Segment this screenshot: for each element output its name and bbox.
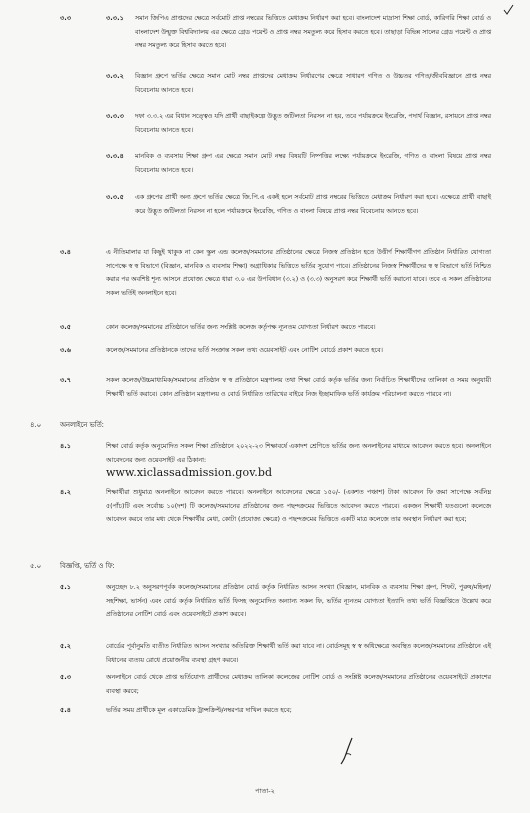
section-num: ৩.৪ [60, 248, 72, 256]
section-heading: বিজ্ঞপ্তি, ভর্তি ও ফি: [60, 562, 115, 570]
item-text: দফা ৩.৩.২ এর বিধান সত্ত্বেও যদি প্রার্থী বাছাইকল্পে উদ্ভূত জটিলতা নিরসন না হয়, তবে পর্যায়ক্রমে ইংরেজি, পদার্থ বিজ্ঞান, রসায়নে প্রাপ্ত নম্বর বিবেচনায় আনতে হবে। [135, 113, 491, 134]
section-num: ৩.৭ [60, 376, 72, 384]
section-num: ৫.০ [30, 562, 41, 570]
item-num: ৩.৩.৪ [106, 152, 124, 160]
section-text: বোর্ডের পূর্বানুমতি ব্যতীত নির্ধারিত আসন সংখ্যার অতিরিক্ত শিক্ষার্থী ভর্তি করা যাবে না। বোর্ডসমূহ স্ব স্ব অধিক্ষেত্রে অবস্থিত কলেজ/সমমানের প্রতিষ্ঠানে এই বিধানের ব্যত্যয় রোধে প্রয়োজনীয় ব্যবস্থা গ্রহণ করবে। [106, 643, 491, 664]
item-num: ৩.৩.৩ [106, 112, 124, 120]
section-num: ৫.৪ [60, 706, 72, 714]
page-number: পাতা-২ [255, 787, 275, 795]
section-text: অনলাইনে বোর্ড থেকে প্রাপ্ত ভর্তিযোগ্য প্রার্থীদের মেধাক্রম তালিকা কলেজের নোটিশ বোর্ড ও সংশ্লিষ্ট কলেজ/সমমানের প্রতিষ্ঠানের ওয়েবসাইটে প্রকাশের ব্যবস্থা করবে; [106, 674, 491, 695]
section-num: ৪.২ [60, 488, 72, 496]
item-num: ৩.৩.১ [106, 14, 124, 22]
section-text: এ নীতিমালার যা কিছুই থাকুক না কেন স্কুল এন্ড কলেজ/সমমানের প্রতিষ্ঠানের ক্ষেত্রে নিজস্ব প্রতিষ্ঠান হতে উত্তীর্ণ শিক্ষার্থীগণ প্রতিষ্ঠান নির্ধারিত যোগ্যতা সাপেক্ষে স্ব স্ব বিভাগে (বিজ্ঞান, মানবিক ও ব্যবসায় শিক্ষা) অগ্রাধিকার ভিত্তিতে ভর্তির সুযোগ পাবে। প্রতিষ্ঠানের নিজস্ব শিক্ষার্থীদের স্ব স্ব বিভাগে ভর্তি নিশ্চিত করার পর অবশিষ্ট শূন্য আসনে প্রযোজ্য ক্ষেত্রে ধারা ৩.০ এর উপবিধান (৩.২) ও (৩.৩) অনুসরণ করে শিক্ষার্থী ভর্তি করানো যাবে। তবে এ সকল প্রতিষ্ঠানের সকল ভর্তিই অনলাইনে হবে। [106, 249, 491, 297]
section-num: ৫.৩ [60, 673, 72, 681]
section-num: ৪.১ [60, 442, 72, 450]
section-text: ভর্তির সময় প্রার্থীকে মূল একাডেমিক ট্রান্সক্রিপ্ট/নম্বরপত্র দাখিল করতে হবে; [106, 707, 292, 714]
section-num: ৪.০ [30, 421, 41, 429]
item-text: সমান জিপিএ প্রাপ্তদের ক্ষেত্রে সর্বমোট প্রাপ্ত নম্বরের ভিত্তিতে মেধাক্রম নির্ধারণ করা হবে। বাংলাদেশ মাদ্রাসা শিক্ষা বোর্ড, কারিগরি শিক্ষা বোর্ড ও বাংলাদেশ উন্মুক্ত বিশ্ববিদ্যালয় এর ক্ষেত্রে গ্রেড পয়েন্ট ও প্রাপ্ত নম্বর সমতুল্য করে হিসাব করতে হবে। তাছাড়া বিভিন্ন সালের গ্রেড পয়েন্ট ও প্রাপ্ত নম্বর সমতুল্য করে হিসাব করতে হবে। [135, 15, 491, 50]
item-num: ৩.৩.৫ [106, 193, 124, 201]
section-num: ৫.১ [60, 583, 72, 591]
section-num: ৫.২ [60, 642, 72, 650]
item-text: বিজ্ঞান গ্রুপে ভর্তির ক্ষেত্রে সমান মোট নম্বর প্রাপ্তদের মেধাক্রম নির্ধারণের ক্ষেত্রে সাধারণ গণিত ও উচ্চতর গণিত/জীববিজ্ঞানে প্রাপ্ত নম্বর বিবেচনায় আনতে হবে। [135, 73, 491, 94]
item-num: ৩.৩.২ [106, 72, 124, 80]
section-text: শিক্ষার্থীরা শুধুমাত্র অনলাইনে আবেদন করতে পারবে। অনলাইনে আবেদনের ক্ষেত্রে ১৫০/- (একশত পঞ্চাশ) টাকা আবেদন ফি জমা সাপেক্ষে সর্বনিম্ন ৫(পাঁচ)টি এবং সর্বোচ্চ ১০(দশ) টি কলেজ/সমমানের প্রতিষ্ঠানের জন্য পছন্দক্রমের ভিত্তিতে আবেদন করতে পারবে। একজন শিক্ষার্থী যতগুলো কলেজে আবেদন করবে তার মধ্য থেকে শিক্ষার্থীর মেধা, কোটা (প্রযোজ্য ক্ষেত্রে) ও পছন্দক্রমের ভিত্তিতে একটি মাত্র কলেজে তার অবস্থান নির্ধারণ করা হবে; [106, 489, 491, 524]
section-text: কোন কলেজ/সমমানের প্রতিষ্ঠানে ভর্তির জন্য সংশ্লিষ্ট কলেজ কর্তৃপক্ষ ন্যূনতম যোগ্যতা নির্ধারণ করতে পারবে। [106, 324, 376, 331]
item-text: এক গ্রুপের প্রার্থী অন্য গ্রুপে ভর্তির ক্ষেত্রে জি.পি.এ একই হলে সর্বমোট প্রাপ্ত নম্বরের ভিত্তিতে মেধাক্রম নির্ধারণ করা হবে। এক্ষেত্রে প্রার্থী বাছাই করে উদ্ভূত জটিলতা নিরসন না হলে পর্যায়ক্রমে ইংরেজি, গণিত ও বাংলা বিষয়ে প্রাপ্ত নম্বর বিবেচনায় আনতে হবে। [135, 194, 491, 215]
item-text: মানবিক ও ব্যবসায় শিক্ষা গ্রুপ এর ক্ষেত্রে সমান মোট নম্বর বিষয়টি নিষ্পত্তির লক্ষ্যে পর্যায়ক্রমে ইংরেজি, গণিত ও বাংলা বিষয়ে প্রাপ্ত নম্বর বিবেচনায় আনতে হবে। [135, 153, 491, 174]
section-num: ৩.৫ [60, 323, 72, 331]
checkmark-mark [502, 4, 514, 16]
section-num: ৩.৩ [60, 14, 72, 22]
section-text [106, 440, 491, 467]
section-heading: অনলাইনে ভর্তি: [60, 421, 104, 429]
section-text: সকল কলেজ/উচ্চমাধ্যমিক/সমমানের প্রতিষ্ঠান স্ব স্ব প্রতিষ্ঠানে মন্ত্রণালয় তথা শিক্ষা বোর্ড কর্তৃক ভর্তির জন্য নির্বাচিত শিক্ষার্থীদের তালিকা ও সময় অনুযায়ী শিক্ষার্থী ভর্তি করাবে। কোন প্রতিষ্ঠান মন্ত্রণালয় ও বোর্ড নির্ধারিত তারিখের বাইরে নিজ ইচ্ছামাফিক ভর্তি কার্যক্রম পরিচালনা করতে পারবে না। [106, 377, 491, 398]
section-text: অনুচ্ছেদ ৮.২ অনুসরণপূর্বক কলেজ/সমমানের প্রতিষ্ঠান বোর্ড কর্তৃক নির্ধারিত আসন সংখ্যা (বিজ্ঞান, মানবিক ও ব্যবসায় শিক্ষা গ্রুপ, শিফট, পুরুষ/মহিলা/সহশিক্ষা, ভার্সন) এবং বোর্ড কর্তৃক নির্ধারিত ভর্তি ফিসহ অনুমোদিত অন্যান্য সকল ফি, ভর্তির ন্যূনতম যোগ্যতা ইত্যাদি তথ্য ভর্তি বিজ্ঞপ্তিতে উল্লেখ করে প্রতিষ্ঠানের নোটিশ বোর্ড এবং ওয়েবসাইটে প্রকাশ করবে। [106, 584, 491, 619]
admission-website-link[interactable]: www.xiclassadmission.gov.bd [106, 466, 273, 479]
section-4-1-text: শিক্ষা বোর্ড কর্তৃক অনুমোদিত সকল শিক্ষা প্রতিষ্ঠানে ২০২২-২৩ শিক্ষাবর্ষে একাদশ শ্রেণিতে ভর্তির জন্য অনলাইনের মাধ্যমে আবেদন করতে হবে। অনলাইনে আবেদনের জন্য ওয়েবসাইট এর ঠিকানা: [106, 443, 491, 464]
section-text: কলেজ/সমমানের প্রতিষ্ঠানকে তাদের ভর্তি সংক্রান্ত সকল তথ্য ওয়েবসাইট এবং নোটিশ বোর্ডে প্রকাশ করতে হবে। [106, 347, 383, 354]
section-num: ৩.৬ [60, 346, 72, 354]
signature-mark [338, 736, 358, 766]
